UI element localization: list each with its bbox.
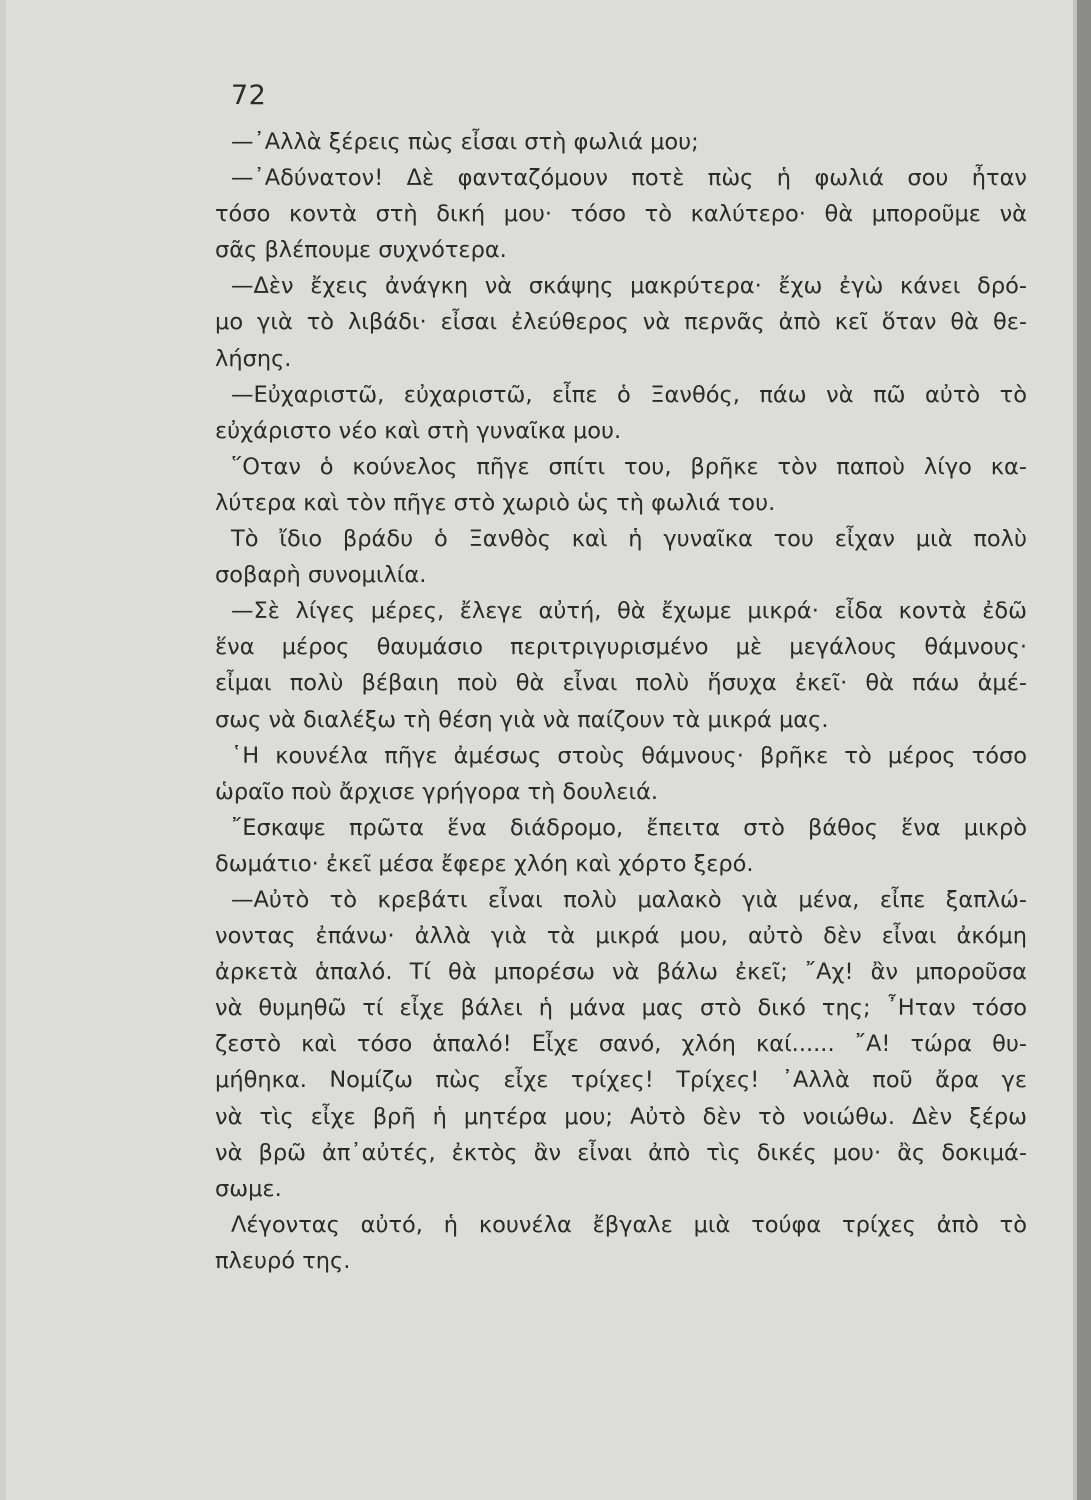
text-line: μήθηκα. Νομίζω πὼς εἶχε τρίχες! Τρίχες! ᾽Αλλὰ ποῦ ἄρα γε [215, 1067, 1027, 1094]
text-line: νὰ τὶς εἶχε βρῆ ἡ μητέρα μου; Αὐτὸ δὲν τὸ νοιώθω. Δὲν ξέρω [215, 1103, 1027, 1130]
text-line: εὐχάριστο νέο καὶ στὴ γυναῖκα μου. [215, 417, 622, 444]
text-line: εἶμαι πολὺ βέβαιη ποὺ θὰ εἶναι πολὺ ἥσυχα ἐκεῖ· θὰ πάω ἀμέ- [215, 670, 1027, 697]
text-line: ἕνα μέρος θαυμάσιο περιτριγυρισμένο μὲ μεγάλους θάμνους· [215, 634, 1027, 661]
text-line: ἀρκετὰ ἁπαλό. Τί θὰ μπορέσω νὰ βάλω ἐκεῖ; ῎Αχ! ἂν μποροῦσα [215, 959, 1027, 986]
text-line: —Αὐτὸ τὸ κρεβάτι εἶναι πολὺ μαλακὸ γιὰ μένα, εἶπε ξαπλώ- [231, 886, 1027, 913]
text-line: λήσης. [215, 345, 292, 372]
text-line: δωμάτιο· ἐκεῖ μέσα ἔφερε χλόη καὶ χόρτο ξερό. [215, 850, 754, 877]
page-edge [1077, 0, 1091, 1500]
text-line: σως νὰ διαλέξω τὴ θέση γιὰ νὰ παίζουν τὰ μικρά μας. [215, 706, 829, 733]
text-line: νοντας ἐπάνω· ἀλλὰ γιὰ τὰ μικρά μου, αὐτὸ δὲν εἶναι ἀκόμη [215, 923, 1027, 950]
text-line: Τὸ ἴδιο βράδυ ὁ Ξανθὸς καὶ ἡ γυναῖκα του εἶχαν μιὰ πολὺ [231, 526, 1027, 553]
text-line: σᾶς βλέπουμε συχνότερα. [215, 237, 507, 264]
text-line: σωμε. [215, 1175, 282, 1202]
text-line: λύτερα καὶ τὸν πῆγε στὸ χωριὸ ὡς τὴ φωλιά του. [215, 489, 776, 516]
text-line: —᾽Αλλὰ ξέρεις πὼς εἶσαι στὴ φωλιά μου; [231, 129, 699, 155]
page-left-shadow [0, 0, 6, 1500]
text-line: τόσο κοντὰ στὴ δική μου· τόσο τὸ καλύτερο· θὰ μποροῦμε νὰ [215, 201, 1027, 228]
text-line: ῾Η κουνέλα πῆγε ἀμέσως στοὺς θάμνους· βρῆκε τὸ μέρος τόσο [231, 742, 1027, 769]
text-line: ῎Εσκαψε πρῶτα ἕνα διάδρομο, ἔπειτα στὸ βάθος ἕνα μικρὸ [231, 814, 1027, 841]
text-line: ὡραῖο ποὺ ἄρχισε γρήγορα τὴ δουλειά. [215, 778, 659, 805]
text-line: Λέγοντας αὐτό, ἡ κουνέλα ἔβγαλε μιὰ τούφα τρίχες ἀπὸ τὸ [231, 1211, 1027, 1238]
text-line: —Σὲ λίγες μέρες, ἔλεγε αὐτή, θὰ ἔχωμε μικρά· εἶδα κοντὰ ἐδῶ [231, 598, 1027, 625]
text-line: πλευρό της. [215, 1247, 351, 1274]
text-line: μο γιὰ τὸ λιβάδι· εἶσαι ἐλεύθερος νὰ περνᾶς ἀπὸ κεῖ ὅταν θὰ θε- [215, 309, 1027, 336]
text-line: σοβαρὴ συνομιλία. [215, 562, 427, 589]
text-line: ζεστὸ καὶ τόσο ἁπαλό! Εἶχε σανό, χλόη καί...... ῎Α! τώρα θυ- [215, 1031, 1027, 1058]
text-line: —Δὲν ἔχεις ἀνάγκη νὰ σκάψης μακρύτερα· ἔχω ἐγὼ κάνει δρό- [231, 273, 1027, 300]
text-line: νὰ θυμηθῶ τί εἶχε βάλει ἡ μάνα μας στὸ δικό της; ῏Ηταν τόσο [215, 995, 1027, 1022]
text-line: ῞Οταν ὁ κούνελος πῆγε σπίτι του, βρῆκε τὸν παποὺ λίγο κα- [231, 453, 1027, 480]
text-line: νὰ βρῶ ἀπ᾽αὐτές, ἐκτὸς ἂν εἶναι ἀπὸ τὶς δικές μου· ἂς δοκιμά- [215, 1139, 1027, 1166]
page-number: 72 [231, 80, 267, 111]
text-line: —᾽Αδύνατον! Δὲ φανταζόμουν ποτὲ πὼς ἡ φωλιά σου ἦταν [231, 165, 1027, 192]
body-text [215, 124, 1027, 1279]
text-line: —Εὐχαριστῶ, εὐχαριστῶ, εἶπε ὁ Ξανθός, πάω νὰ πῶ αὐτὸ τὸ [231, 381, 1027, 408]
